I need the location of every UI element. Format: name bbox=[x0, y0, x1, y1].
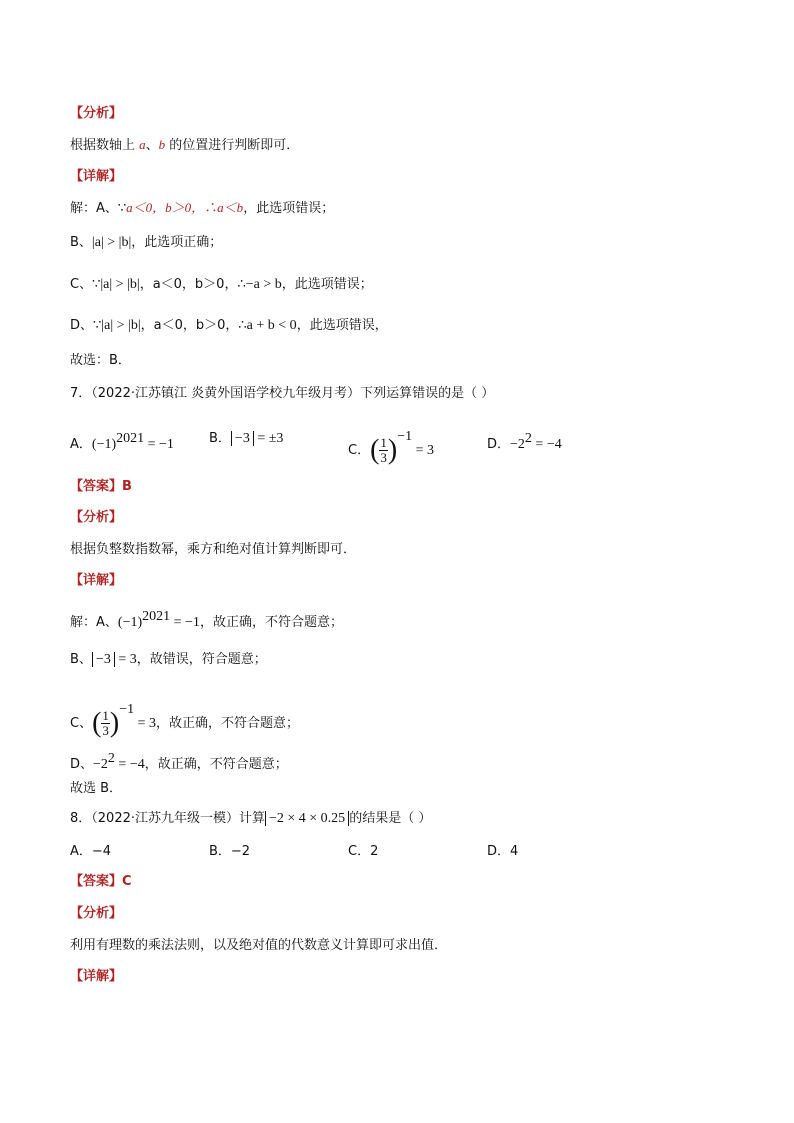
q7-detail-heading: 【详解】 bbox=[70, 573, 123, 588]
q8-option-c: C．2 bbox=[348, 844, 379, 859]
q7-option-a: A．$(-1)^{2021} = -1$ bbox=[70, 431, 174, 452]
q8-answer: 【答案】C bbox=[70, 874, 132, 889]
q6-analysis-text: 根据数轴上 a、b 的位置进行判断即可． bbox=[70, 137, 300, 153]
q6-detail-line-c: C、∵|a| > |b|，a＜0，b＞0，∴−a > b，此选项错误； bbox=[70, 277, 373, 292]
q6-analysis-heading: 【分析】 bbox=[70, 106, 123, 121]
q6-choose: 故选：B． bbox=[70, 353, 131, 368]
q7-answer: 【答案】B bbox=[70, 479, 132, 494]
q8-stem: 8．（2022·江苏九年级一模）计算 −2 × 4 × 0.25 的结果是（ ） bbox=[70, 811, 432, 826]
q7-option-c: C．( $\frac{1}{3}$ )$^{-1}$ = 3 bbox=[348, 429, 435, 466]
q7-detail-line-a: 解：A、$(-1)^{2021} = -1$，故正确，不符合题意； bbox=[70, 609, 343, 630]
q6-detail-line-b: B、|a| > |b|，此选项正确； bbox=[70, 235, 223, 250]
q6-detail-line-d: D、∵|a| > |b|，a＜0，b＞0，∴a + b < 0，此选项错误， bbox=[70, 318, 388, 333]
q7-detail-line-d: D、$-2^2 = -4$，故正确，不符合题意； bbox=[70, 751, 288, 772]
q7-detail-line-c: C、( $\frac{1}{3}$ )$^{-1}$ = 3，故正确，不符合题意； bbox=[70, 702, 300, 739]
q6-detail-heading: 【详解】 bbox=[70, 169, 123, 184]
q8-analysis-text: 利用有理数的乘法法则，以及绝对值的代数意义计算即可求出值． bbox=[70, 938, 448, 953]
q8-option-a: A．−4 bbox=[70, 844, 112, 859]
q7-stem: 7．（2022·江苏镇江 炎黄外国语学校九年级月考）下列运算错误的是（ ） bbox=[70, 386, 495, 401]
q8-detail-heading: 【详解】 bbox=[70, 969, 123, 984]
q8-analysis-heading: 【分析】 bbox=[70, 906, 123, 921]
q6-detail-line-a: 解：A、∵a＜0，b＞0，∴a＜b，此选项错误； bbox=[70, 200, 335, 216]
q8-option-d: D．4 bbox=[487, 844, 519, 859]
q7-option-d: D．$-2^2 = -4$ bbox=[487, 431, 562, 452]
q7-analysis-heading: 【分析】 bbox=[70, 510, 123, 525]
q7-analysis-text: 根据负整数指数幂，乘方和绝对值计算判断即可． bbox=[70, 542, 357, 557]
q7-option-b: B． −3 = ±3 bbox=[209, 431, 284, 446]
q8-option-b: B．−2 bbox=[209, 844, 251, 859]
q7-detail-line-b: B、 −3 = 3，故错误，符合题意； bbox=[70, 652, 267, 667]
q7-choose: 故选 B． bbox=[70, 781, 123, 796]
